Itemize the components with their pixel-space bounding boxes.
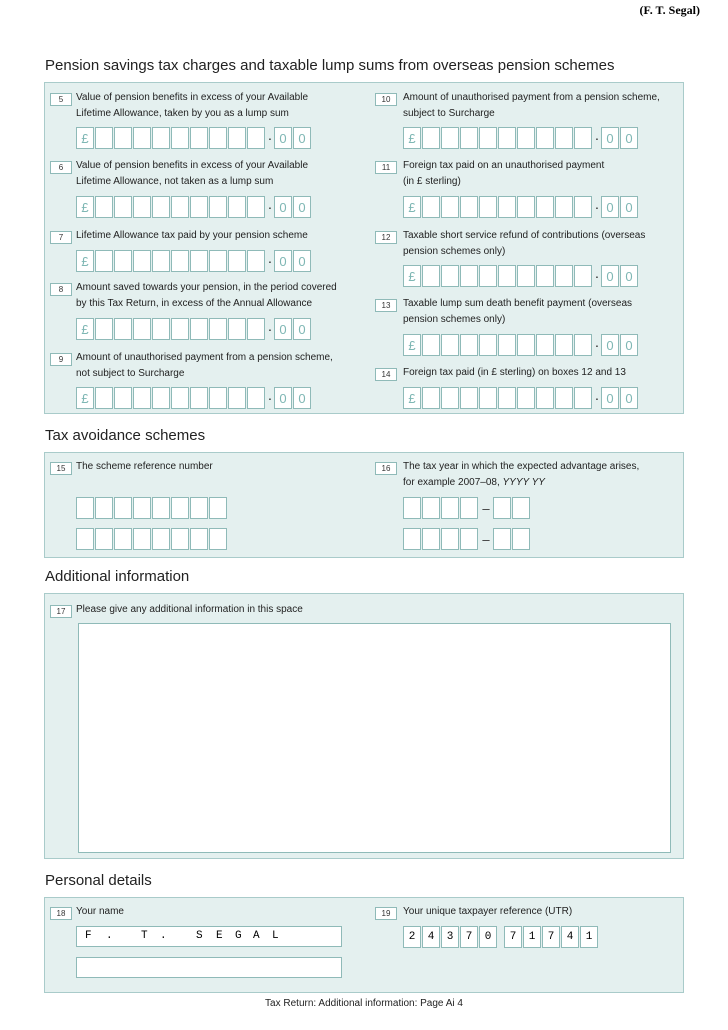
box-19-label-line1: Your unique taxpayer reference (UTR) [403,906,573,917]
box-11-label-line2: (in £ sterling) [403,176,461,187]
box-14-amount-input[interactable] [403,387,639,409]
digit-cell [95,387,113,409]
digit-cell [247,196,265,218]
pound-sign: £ [76,250,94,272]
box-16-label-line1: The tax year in which the expected advantage arises, [403,461,640,472]
utr-digit: 1 [580,926,598,948]
year-dash: – [482,500,490,516]
ref-digit-cell [76,528,94,550]
digit-cell [190,250,208,272]
utr-digit: 7 [460,926,478,948]
ref-digit-cell [190,528,208,550]
digit-cell [517,387,535,409]
additional-info-textarea[interactable] [78,623,671,853]
digit-cell [498,334,516,356]
digit-cell [517,196,535,218]
ref-digit-cell [209,528,227,550]
year-dash: – [482,531,490,547]
digit-cell [95,250,113,272]
decimal-point: · [594,199,600,215]
digit-cell [133,127,151,149]
digit-cell [209,196,227,218]
name-input-line2[interactable] [76,957,342,978]
digit-cell [498,387,516,409]
pound-sign: £ [403,334,421,356]
digit-cell [152,318,170,340]
digit-cell [171,318,189,340]
name-input-line1[interactable] [76,926,342,947]
digit-cell [441,334,459,356]
pence-cell: 0 [620,387,638,409]
tax-year-input-2[interactable] [403,528,531,550]
pound-sign: £ [76,196,94,218]
digit-cell [536,265,554,287]
digit-cell [441,127,459,149]
box-10-amount-input[interactable] [403,127,639,149]
digit-cell [574,127,592,149]
digit-cell [574,265,592,287]
year-digit-cell [441,497,459,519]
box-5-amount-input[interactable] [76,127,312,149]
pence-cell: 0 [601,265,619,287]
digit-cell [422,334,440,356]
digit-cell [422,387,440,409]
digit-cell [460,265,478,287]
section-title-avoidance: Tax avoidance schemes [45,427,206,444]
box-8-amount-input[interactable] [76,318,312,340]
digit-cell [114,127,132,149]
digit-cell [460,196,478,218]
digit-cell [517,334,535,356]
pence-cell: 0 [274,196,292,218]
digit-cell [536,387,554,409]
year-digit-cell [493,528,511,550]
name-char: . [160,930,167,942]
ref-digit-cell [95,528,113,550]
digit-cell [441,265,459,287]
pound-sign: £ [403,127,421,149]
box-10-label-line1: Amount of unauthorised payment from a pension scheme, [403,92,660,103]
decimal-point: · [594,337,600,353]
digit-cell [171,250,189,272]
digit-cell [441,387,459,409]
digit-cell [228,196,246,218]
digit-cell [133,250,151,272]
box-13-label-line2: pension schemes only) [403,314,506,325]
box-number-12: 12 [375,231,397,244]
digit-cell [422,265,440,287]
digit-cell [479,127,497,149]
digit-cell [517,265,535,287]
box-15-label-line1: The scheme reference number [76,461,213,472]
digit-cell [228,250,246,272]
ref-digit-cell [171,497,189,519]
pence-cell: 0 [274,250,292,272]
digit-cell [555,387,573,409]
pence-cell: 0 [601,334,619,356]
utr-digit: 4 [422,926,440,948]
digit-cell [555,265,573,287]
digit-cell [247,318,265,340]
ref-digit-cell [95,497,113,519]
digit-cell [498,127,516,149]
box-number-6: 6 [50,161,72,174]
pence-cell: 0 [293,318,311,340]
pence-cell: 0 [601,196,619,218]
box-number-15: 15 [50,462,72,475]
pence-cell: 0 [601,127,619,149]
box-9-amount-input[interactable] [76,387,312,409]
box-14-label-line1: Foreign tax paid (in £ sterling) on boxes 12 and 13 [403,367,626,378]
ref-digit-cell [76,497,94,519]
box-12-label-line2: pension schemes only) [403,246,506,257]
box-11-label-line1: Foreign tax paid on an unauthorised payment [403,160,605,171]
digit-cell [95,196,113,218]
pound-sign: £ [76,318,94,340]
digit-cell [441,196,459,218]
utr-input[interactable] [403,926,599,947]
digit-cell [152,127,170,149]
digit-cell [498,265,516,287]
digit-cell [574,334,592,356]
box-13-amount-input[interactable] [403,334,639,356]
box-16-example-text: for example 2007–08, [403,477,503,488]
pence-cell: 0 [293,127,311,149]
page-footer: Tax Return: Additional information: Page Ai 4 [265,998,463,1009]
digit-cell [479,265,497,287]
digit-cell [228,318,246,340]
tax-year-input-1[interactable] [403,497,531,519]
pence-cell: 0 [293,196,311,218]
pence-cell: 0 [620,265,638,287]
digit-cell [95,318,113,340]
digit-cell [536,196,554,218]
box-12-amount-input[interactable] [403,265,639,287]
digit-cell [171,196,189,218]
digit-cell [190,387,208,409]
year-digit-cell [403,497,421,519]
pound-sign: £ [76,127,94,149]
digit-cell [555,196,573,218]
digit-cell [498,196,516,218]
utr-digit: 2 [403,926,421,948]
year-digit-cell [493,497,511,519]
digit-cell [114,318,132,340]
utr-digit: 0 [479,926,497,948]
header-signature: (F. T. Segal) [639,3,700,17]
box-number-10: 10 [375,93,397,106]
ref-digit-cell [190,497,208,519]
name-char: F [85,930,92,942]
digit-cell [479,196,497,218]
box-8-label-line1: Amount saved towards your pension, in the period covered [76,282,337,293]
utr-digit: 7 [504,926,522,948]
decimal-point: · [267,199,273,215]
box-number-17: 17 [50,605,72,618]
digit-cell [95,127,113,149]
name-char: S [196,930,203,942]
pound-sign: £ [403,196,421,218]
digit-cell [574,196,592,218]
box-5-label-line1: Value of pension benefits in excess of your Available [76,92,309,103]
year-digit-cell [422,528,440,550]
box-6-amount-input[interactable] [76,196,312,218]
box-10-label-line2: subject to Surcharge [403,108,495,119]
utr-digit: 4 [561,926,579,948]
section-title-additional: Additional information [45,568,190,585]
digit-cell [247,127,265,149]
digit-cell [209,127,227,149]
box-number-9: 9 [50,353,72,366]
digit-cell [555,127,573,149]
digit-cell [114,196,132,218]
digit-cell [460,127,478,149]
scheme-ref-input-2[interactable] [76,528,228,550]
ref-digit-cell [152,497,170,519]
name-char: A [253,930,260,942]
box-number-11: 11 [375,161,397,174]
pence-cell: 0 [293,250,311,272]
pence-cell: 0 [601,387,619,409]
box-number-14: 14 [375,368,397,381]
utr-digit: 1 [523,926,541,948]
digit-cell [133,318,151,340]
box-number-8: 8 [50,283,72,296]
box-11-amount-input[interactable] [403,196,639,218]
box-number-13: 13 [375,299,397,312]
digit-cell [574,387,592,409]
year-digit-cell [512,528,530,550]
digit-cell [209,387,227,409]
digit-cell [422,196,440,218]
digit-cell [114,387,132,409]
digit-cell [228,127,246,149]
box-5-label-line2: Lifetime Allowance, taken by you as a lump sum [76,108,289,119]
box-16-label-line2 [403,475,545,491]
pence-cell: 0 [274,318,292,340]
name-char: L [272,930,279,942]
decimal-point: · [594,390,600,406]
pence-cell: 0 [620,334,638,356]
decimal-point: · [594,268,600,284]
digit-cell [152,250,170,272]
box-13-label-line1: Taxable lump sum death benefit payment (overseas [403,298,633,309]
utr-digit: 7 [542,926,560,948]
pence-cell: 0 [274,387,292,409]
utr-digit: 3 [441,926,459,948]
pence-cell: 0 [620,196,638,218]
name-char: . [106,930,113,942]
box-number-5: 5 [50,93,72,106]
digit-cell [460,387,478,409]
digit-cell [536,127,554,149]
pound-sign: £ [403,387,421,409]
pound-sign: £ [76,387,94,409]
ref-digit-cell [133,528,151,550]
section-title-pension: Pension savings tax charges and taxable lump sums from overseas pension schemes [45,57,615,74]
digit-cell [247,387,265,409]
digit-cell [114,250,132,272]
digit-cell [209,250,227,272]
scheme-ref-input-1[interactable] [76,497,228,519]
year-digit-cell [422,497,440,519]
decimal-point: · [267,321,273,337]
box-number-19: 19 [375,907,397,920]
section-title-personal: Personal details [45,872,152,889]
digit-cell [133,387,151,409]
year-digit-cell [512,497,530,519]
pence-cell: 0 [274,127,292,149]
digit-cell [555,334,573,356]
box-7-amount-input[interactable] [76,250,312,272]
decimal-point: · [267,390,273,406]
box-17-label-line1: Please give any additional information in this space [76,604,303,615]
box-7-label-line1: Lifetime Allowance tax paid by your pension scheme [76,230,308,241]
box-6-label-line1: Value of pension benefits in excess of your Available [76,160,309,171]
ref-digit-cell [152,528,170,550]
box-16-example-format: YYYY YY [502,477,545,488]
decimal-point: · [594,130,600,146]
box-number-7: 7 [50,231,72,244]
ref-digit-cell [209,497,227,519]
box-8-label-line2: by this Tax Return, in excess of the Annual Allowance [76,298,313,309]
digit-cell [536,334,554,356]
digit-cell [190,196,208,218]
name-char: E [216,930,223,942]
year-digit-cell [441,528,459,550]
digit-cell [190,318,208,340]
box-9-label-line1: Amount of unauthorised payment from a pension scheme, [76,352,333,363]
digit-cell [152,196,170,218]
name-char: G [235,930,242,942]
digit-cell [422,127,440,149]
digit-cell [133,196,151,218]
decimal-point: · [267,130,273,146]
digit-cell [190,127,208,149]
pound-sign: £ [403,265,421,287]
decimal-point: · [267,253,273,269]
digit-cell [479,387,497,409]
box-number-18: 18 [50,907,72,920]
box-18-label-line1: Your name [76,906,124,917]
year-digit-cell [460,497,478,519]
box-12-label-line1: Taxable short service refund of contributions (overseas [403,230,646,241]
year-digit-cell [460,528,478,550]
pence-cell: 0 [620,127,638,149]
ref-digit-cell [114,497,132,519]
box-6-label-line2: Lifetime Allowance, not taken as a lump sum [76,176,274,187]
name-char: T [141,930,148,942]
box-number-16: 16 [375,462,397,475]
box-9-label-line2: not subject to Surcharge [76,368,185,379]
digit-cell [460,334,478,356]
digit-cell [517,127,535,149]
digit-cell [171,387,189,409]
ref-digit-cell [171,528,189,550]
digit-cell [171,127,189,149]
year-digit-cell [403,528,421,550]
ref-digit-cell [133,497,151,519]
digit-cell [152,387,170,409]
digit-cell [479,334,497,356]
digit-cell [247,250,265,272]
digit-cell [209,318,227,340]
ref-digit-cell [114,528,132,550]
digit-cell [228,387,246,409]
pence-cell: 0 [293,387,311,409]
